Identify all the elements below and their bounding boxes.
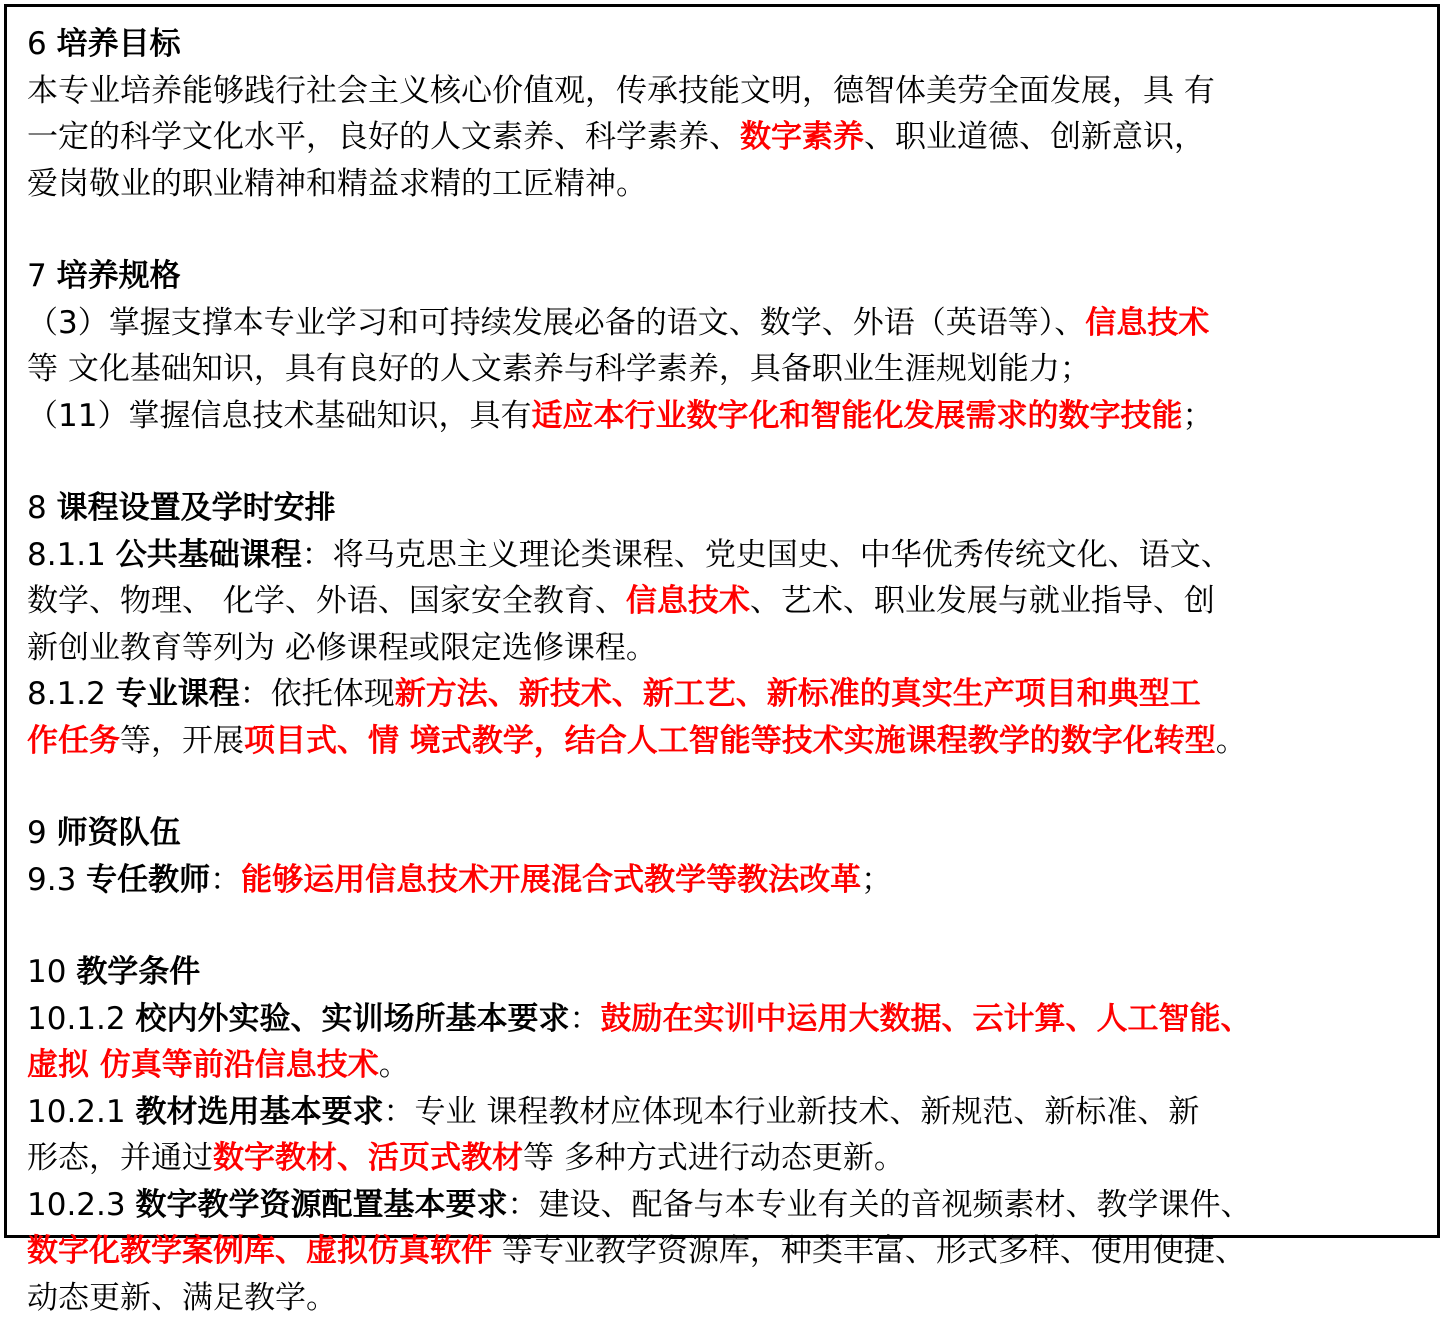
body-text: 等 文化基础知识，具有良好的人文素养与科学素养，具备职业生涯规划能力； (27, 351, 1091, 387)
text-line (27, 996, 1433, 1043)
text-line (27, 857, 1433, 904)
text-line (27, 1089, 1433, 1136)
body-text: ； (1182, 398, 1213, 434)
body-text: 一定的科学文化水平，良好的人文素养、科学素养、 (27, 119, 740, 155)
highlighted-text: 新方法、新技术、新工艺、新标准的真实生产项目和典型工 (395, 676, 1201, 712)
bold-label: 校内外实验、实训场所基本要求 (135, 1001, 569, 1037)
body-text: 6 (27, 26, 57, 62)
body-text: ： (210, 862, 241, 898)
bold-label: 教学条件 (76, 954, 200, 990)
section-training-goals (27, 21, 1433, 207)
highlighted-text: 信息技术 (1085, 305, 1209, 341)
body-text: 8.1.1 (27, 537, 116, 573)
text-line (27, 114, 1433, 161)
section-heading (27, 21, 1433, 68)
body-text: 9.3 (27, 862, 86, 898)
body-text: ：将马克思主义理论类课程、党史国史、中华优秀传统文化、语文、 (302, 537, 1232, 573)
body-text: 7 (27, 258, 57, 294)
highlighted-text: 鼓励在实训中运用大数据、云计算、人工智能、 (600, 1001, 1251, 1037)
section-heading (27, 949, 1433, 996)
section-heading (27, 253, 1433, 300)
body-text: 数学、物理、 化学、外语、国家安全教育、 (27, 583, 626, 619)
section-heading (27, 485, 1433, 532)
body-text: ； (861, 862, 892, 898)
text-line (27, 300, 1433, 347)
section-faculty (27, 810, 1433, 903)
bold-label: 专业课程 (116, 676, 240, 712)
body-text: ：专业 课程教材应体现本行业新技术、新规范、新标准、新 (383, 1094, 1199, 1130)
text-line (27, 1182, 1433, 1229)
highlighted-text: 信息技术 (626, 583, 750, 619)
bold-label: 培养目标 (57, 26, 181, 62)
text-line (27, 1275, 1433, 1321)
highlighted-text: 数字化教学案例库、虚拟仿真软件 (27, 1233, 492, 1269)
section-curriculum (27, 485, 1433, 764)
bold-label: 公共基础课程 (116, 537, 302, 573)
bold-label: 课程设置及学时安排 (57, 490, 336, 526)
body-text: 等，开展 (120, 723, 244, 759)
body-text: 10.2.3 (27, 1187, 135, 1223)
text-line (27, 718, 1433, 765)
section-training-specs (27, 253, 1433, 439)
text-line (27, 346, 1433, 393)
text-line (27, 578, 1433, 625)
body-text: （11）掌握信息技术基础知识，具有 (27, 398, 531, 434)
body-text: 9 (27, 815, 57, 851)
body-text: ：依托体现 (240, 676, 395, 712)
highlighted-text: 数字教材、活页式教材 (213, 1140, 523, 1176)
section-teaching-conditions (27, 949, 1433, 1321)
body-text: 、职业道德、创新意识， (864, 119, 1205, 155)
body-text: 新创业教育等列为 必修课程或限定选修课程。 (27, 630, 657, 666)
body-text: 10.1.2 (27, 1001, 135, 1037)
highlighted-text: 作任务 (27, 723, 120, 759)
text-line (27, 68, 1433, 115)
body-text: 等 多种方式进行动态更新。 (523, 1140, 905, 1176)
bold-label: 师资队伍 (57, 815, 181, 851)
body-text: ：建设、配备与本专业有关的音视频素材、教学课件、 (507, 1187, 1251, 1223)
text-line (27, 671, 1433, 718)
text-line (27, 1042, 1433, 1089)
text-line (27, 1135, 1433, 1182)
body-text: 动态更新、满足教学。 (27, 1280, 337, 1316)
text-line (27, 625, 1433, 672)
body-text: 本专业培养能够践行社会主义核心价值观，传承技能文明，德智体美劳全面发展，具 有 (27, 73, 1215, 109)
document-frame (4, 4, 1440, 1238)
bold-label: 专任教师 (86, 862, 210, 898)
bold-label: 数字教学资源配置基本要求 (135, 1187, 507, 1223)
body-text: 爱岗敬业的职业精神和精益求精的工匠精神。 (27, 166, 647, 202)
body-text: 。 (379, 1047, 410, 1083)
text-line (27, 532, 1433, 579)
body-text: ： (569, 1001, 600, 1037)
highlighted-text: 数字素养 (740, 119, 864, 155)
bold-label: 教材选用基本要求 (135, 1094, 383, 1130)
body-text: 10.2.1 (27, 1094, 135, 1130)
highlighted-text: 适应本行业数字化和智能化发展需求的数字技能 (531, 398, 1182, 434)
body-text: 形态，并通过 (27, 1140, 213, 1176)
body-text: 、艺术、职业发展与就业指导、创 (750, 583, 1215, 619)
body-text: 。 (1216, 723, 1247, 759)
text-line (27, 1228, 1433, 1275)
highlighted-text: 项目式、情 境式教学，结合人工智能等技术实施课程教学的数字化转型 (244, 723, 1216, 759)
body-text: 8.1.2 (27, 676, 116, 712)
bold-label: 培养规格 (57, 258, 181, 294)
highlighted-text: 虚拟 仿真等前沿信息技术 (27, 1047, 379, 1083)
body-text: 等专业教学资源库，种类丰富、形式多样、使用便捷、 (492, 1233, 1246, 1269)
highlighted-text: 能够运用信息技术开展混合式教学等教法改革 (241, 862, 861, 898)
section-heading (27, 810, 1433, 857)
body-text: 10 (27, 954, 76, 990)
body-text: 8 (27, 490, 57, 526)
body-text: （3）掌握支撑本专业学习和可持续发展必备的语文、数学、外语（英语等）、 (27, 305, 1085, 341)
text-line (27, 393, 1433, 440)
text-line (27, 161, 1433, 208)
